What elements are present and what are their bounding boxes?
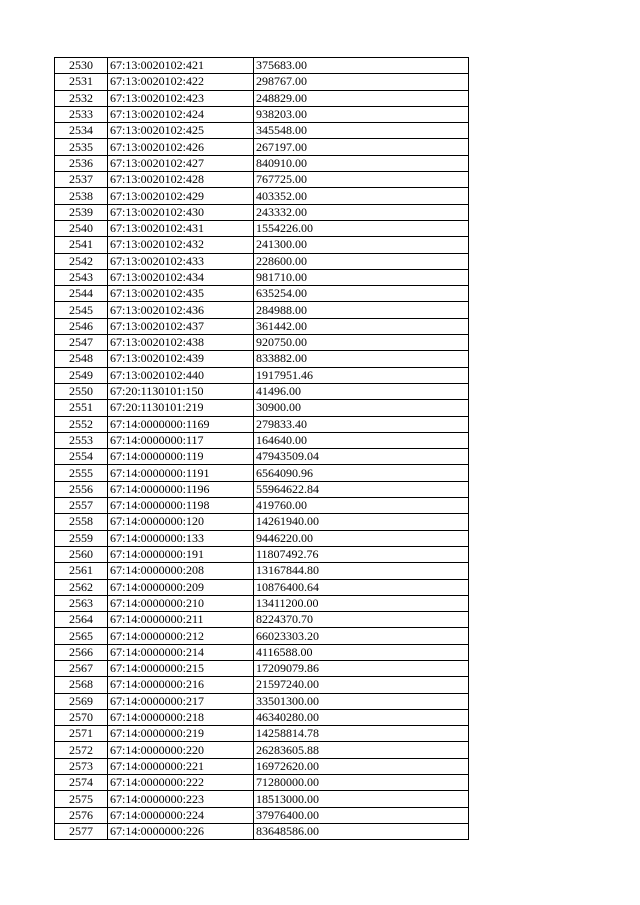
table-row <box>55 188 469 204</box>
cadastral-number-cell: 67:13:0020102:438 <box>108 335 254 351</box>
row-number-cell: 2573 <box>55 758 108 774</box>
row-number-cell: 2551 <box>55 400 108 416</box>
row-number-cell: 2532 <box>55 90 108 106</box>
table-row <box>55 269 469 285</box>
row-number-cell: 2553 <box>55 432 108 448</box>
table-row <box>55 155 469 171</box>
cadastral-value-cell: 4116588.00 <box>254 644 469 660</box>
cadastral-value-cell: 16972620.00 <box>254 758 469 774</box>
table-row <box>55 465 469 481</box>
row-number-cell: 2535 <box>55 139 108 155</box>
table-row <box>55 416 469 432</box>
cadastral-number-cell: 67:13:0020102:436 <box>108 302 254 318</box>
row-number-cell: 2569 <box>55 693 108 709</box>
cadastral-value-cell: 13167844.80 <box>254 563 469 579</box>
row-number-cell: 2536 <box>55 155 108 171</box>
cadastral-value-cell: 21597240.00 <box>254 677 469 693</box>
cadastral-value-cell: 66023303.20 <box>254 628 469 644</box>
cadastral-value-cell: 9446220.00 <box>254 530 469 546</box>
row-number-cell: 2544 <box>55 286 108 302</box>
table-row <box>55 726 469 742</box>
cadastral-value-cell: 345548.00 <box>254 123 469 139</box>
cadastral-value-cell: 920750.00 <box>254 335 469 351</box>
cadastral-value-cell: 248829.00 <box>254 90 469 106</box>
cadastral-number-cell: 67:13:0020102:428 <box>108 172 254 188</box>
cadastral-value-cell: 228600.00 <box>254 253 469 269</box>
cadastral-number-cell: 67:13:0020102:422 <box>108 74 254 90</box>
cadastral-value-cell: 267197.00 <box>254 139 469 155</box>
cadastral-number-cell: 67:14:0000000:223 <box>108 791 254 807</box>
cadastral-number-cell: 67:14:0000000:210 <box>108 595 254 611</box>
cadastral-number-cell: 67:14:0000000:211 <box>108 612 254 628</box>
table-row <box>55 58 469 74</box>
cadastral-number-cell: 67:13:0020102:434 <box>108 269 254 285</box>
cadastral-number-cell: 67:14:0000000:1198 <box>108 498 254 514</box>
cadastral-number-cell: 67:13:0020102:440 <box>108 367 254 383</box>
row-number-cell: 2555 <box>55 465 108 481</box>
cadastral-number-cell: 67:14:0000000:120 <box>108 514 254 530</box>
cadastral-number-cell: 67:13:0020102:432 <box>108 237 254 253</box>
row-number-cell: 2557 <box>55 498 108 514</box>
row-number-cell: 2566 <box>55 644 108 660</box>
table-row <box>55 220 469 236</box>
cadastral-value-cell: 55964622.84 <box>254 481 469 497</box>
row-number-cell: 2543 <box>55 269 108 285</box>
table-row <box>55 400 469 416</box>
cadastral-value-cell: 10876400.64 <box>254 579 469 595</box>
table-row <box>55 579 469 595</box>
cadastral-value-cell: 767725.00 <box>254 172 469 188</box>
cadastral-number-cell: 67:14:0000000:221 <box>108 758 254 774</box>
table-row <box>55 775 469 791</box>
row-number-cell: 2537 <box>55 172 108 188</box>
cadastral-number-cell: 67:13:0020102:437 <box>108 318 254 334</box>
cadastral-value-cell: 83648586.00 <box>254 823 469 839</box>
row-number-cell: 2562 <box>55 579 108 595</box>
row-number-cell: 2556 <box>55 481 108 497</box>
cadastral-number-cell: 67:14:0000000:208 <box>108 563 254 579</box>
table-row <box>55 286 469 302</box>
table-row <box>55 628 469 644</box>
cadastral-value-cell: 14261940.00 <box>254 514 469 530</box>
row-number-cell: 2565 <box>55 628 108 644</box>
cadastral-number-cell: 67:14:0000000:217 <box>108 693 254 709</box>
row-number-cell: 2534 <box>55 123 108 139</box>
cadastral-number-cell: 67:13:0020102:425 <box>108 123 254 139</box>
cadastral-value-cell: 840910.00 <box>254 155 469 171</box>
cadastral-number-cell: 67:14:0000000:224 <box>108 807 254 823</box>
cadastral-number-cell: 67:13:0020102:430 <box>108 204 254 220</box>
cadastral-value-cell: 403352.00 <box>254 188 469 204</box>
cadastral-value-cell: 1554226.00 <box>254 220 469 236</box>
table-body <box>55 58 469 840</box>
table-row <box>55 237 469 253</box>
row-number-cell: 2574 <box>55 775 108 791</box>
table-row <box>55 106 469 122</box>
row-number-cell: 2539 <box>55 204 108 220</box>
row-number-cell: 2558 <box>55 514 108 530</box>
row-number-cell: 2567 <box>55 660 108 676</box>
table-row <box>55 644 469 660</box>
cadastral-number-cell: 67:14:0000000:133 <box>108 530 254 546</box>
table-row <box>55 758 469 774</box>
table-row <box>55 302 469 318</box>
cadastral-value-cell: 14258814.78 <box>254 726 469 742</box>
cadastral-value-cell: 13411200.00 <box>254 595 469 611</box>
row-number-cell: 2538 <box>55 188 108 204</box>
row-number-cell: 2554 <box>55 449 108 465</box>
cadastral-value-cell: 284988.00 <box>254 302 469 318</box>
cadastral-value-cell: 6564090.96 <box>254 465 469 481</box>
cadastral-value-cell: 26283605.88 <box>254 742 469 758</box>
cadastral-number-cell: 67:14:0000000:1169 <box>108 416 254 432</box>
table-row <box>55 660 469 676</box>
cadastral-value-cell: 361442.00 <box>254 318 469 334</box>
table-row <box>55 612 469 628</box>
row-number-cell: 2561 <box>55 563 108 579</box>
row-number-cell: 2542 <box>55 253 108 269</box>
row-number-cell: 2568 <box>55 677 108 693</box>
table-row <box>55 742 469 758</box>
table-row <box>55 351 469 367</box>
table-row <box>55 432 469 448</box>
table-row <box>55 90 469 106</box>
cadastral-number-cell: 67:14:0000000:191 <box>108 546 254 562</box>
row-number-cell: 2533 <box>55 106 108 122</box>
cadastral-value-cell: 298767.00 <box>254 74 469 90</box>
cadastral-number-cell: 67:20:1130101:150 <box>108 383 254 399</box>
table-row <box>55 481 469 497</box>
row-number-cell: 2563 <box>55 595 108 611</box>
table-row <box>55 514 469 530</box>
cadastral-number-cell: 67:14:0000000:119 <box>108 449 254 465</box>
cadastral-value-cell: 30900.00 <box>254 400 469 416</box>
row-number-cell: 2546 <box>55 318 108 334</box>
cadastral-number-cell: 67:14:0000000:212 <box>108 628 254 644</box>
table-row <box>55 449 469 465</box>
cadastral-value-cell: 17209079.86 <box>254 660 469 676</box>
cadastral-value-cell: 981710.00 <box>254 269 469 285</box>
row-number-cell: 2531 <box>55 74 108 90</box>
row-number-cell: 2545 <box>55 302 108 318</box>
cadastral-number-cell: 67:14:0000000:117 <box>108 432 254 448</box>
table-row <box>55 530 469 546</box>
cadastral-value-cell: 243332.00 <box>254 204 469 220</box>
table-row <box>55 595 469 611</box>
cadastral-number-cell: 67:14:0000000:222 <box>108 775 254 791</box>
row-number-cell: 2576 <box>55 807 108 823</box>
table-row <box>55 791 469 807</box>
table-row <box>55 807 469 823</box>
table-row <box>55 498 469 514</box>
table-row <box>55 139 469 155</box>
row-number-cell: 2559 <box>55 530 108 546</box>
table-row <box>55 335 469 351</box>
cadastral-value-cell: 833882.00 <box>254 351 469 367</box>
cadastral-value-cell: 47943509.04 <box>254 449 469 465</box>
cadastral-number-cell: 67:14:0000000:226 <box>108 823 254 839</box>
cadastral-number-cell: 67:14:0000000:216 <box>108 677 254 693</box>
row-number-cell: 2547 <box>55 335 108 351</box>
cadastral-number-cell: 67:14:0000000:219 <box>108 726 254 742</box>
cadastral-number-cell: 67:14:0000000:1191 <box>108 465 254 481</box>
cadastral-number-cell: 67:13:0020102:435 <box>108 286 254 302</box>
cadastral-value-cell: 1917951.46 <box>254 367 469 383</box>
cadastral-value-cell: 241300.00 <box>254 237 469 253</box>
row-number-cell: 2560 <box>55 546 108 562</box>
cadastral-number-cell: 67:13:0020102:429 <box>108 188 254 204</box>
cadastral-number-cell: 67:14:0000000:214 <box>108 644 254 660</box>
table-row <box>55 383 469 399</box>
row-number-cell: 2530 <box>55 58 108 74</box>
cadastral-value-cell: 37976400.00 <box>254 807 469 823</box>
cadastral-number-cell: 67:13:0020102:424 <box>108 106 254 122</box>
cadastral-value-cell: 11807492.76 <box>254 546 469 562</box>
cadastral-value-table <box>54 57 469 840</box>
row-number-cell: 2550 <box>55 383 108 399</box>
cadastral-value-cell: 375683.00 <box>254 58 469 74</box>
table-row <box>55 563 469 579</box>
row-number-cell: 2552 <box>55 416 108 432</box>
cadastral-value-cell: 46340280.00 <box>254 709 469 725</box>
cadastral-value-cell: 33501300.00 <box>254 693 469 709</box>
table-row <box>55 367 469 383</box>
row-number-cell: 2571 <box>55 726 108 742</box>
cadastral-number-cell: 67:20:1130101:219 <box>108 400 254 416</box>
cadastral-number-cell: 67:14:0000000:209 <box>108 579 254 595</box>
row-number-cell: 2572 <box>55 742 108 758</box>
cadastral-value-cell: 18513000.00 <box>254 791 469 807</box>
table-row <box>55 172 469 188</box>
row-number-cell: 2575 <box>55 791 108 807</box>
cadastral-value-cell: 164640.00 <box>254 432 469 448</box>
table-row <box>55 546 469 562</box>
table-row <box>55 318 469 334</box>
cadastral-value-cell: 41496.00 <box>254 383 469 399</box>
cadastral-number-cell: 67:13:0020102:421 <box>108 58 254 74</box>
table-row <box>55 709 469 725</box>
cadastral-value-cell: 635254.00 <box>254 286 469 302</box>
cadastral-value-cell: 419760.00 <box>254 498 469 514</box>
cadastral-number-cell: 67:14:0000000:1196 <box>108 481 254 497</box>
table-row <box>55 823 469 839</box>
table-row <box>55 253 469 269</box>
row-number-cell: 2577 <box>55 823 108 839</box>
cadastral-number-cell: 67:13:0020102:431 <box>108 220 254 236</box>
cadastral-number-cell: 67:13:0020102:427 <box>108 155 254 171</box>
table-row <box>55 74 469 90</box>
table-row <box>55 693 469 709</box>
row-number-cell: 2570 <box>55 709 108 725</box>
cadastral-value-cell: 279833.40 <box>254 416 469 432</box>
table-row <box>55 677 469 693</box>
cadastral-number-cell: 67:14:0000000:218 <box>108 709 254 725</box>
row-number-cell: 2548 <box>55 351 108 367</box>
row-number-cell: 2549 <box>55 367 108 383</box>
row-number-cell: 2541 <box>55 237 108 253</box>
row-number-cell: 2540 <box>55 220 108 236</box>
cadastral-number-cell: 67:14:0000000:220 <box>108 742 254 758</box>
cadastral-value-cell: 938203.00 <box>254 106 469 122</box>
row-number-cell: 2564 <box>55 612 108 628</box>
cadastral-number-cell: 67:13:0020102:439 <box>108 351 254 367</box>
table-row <box>55 204 469 220</box>
cadastral-number-cell: 67:13:0020102:426 <box>108 139 254 155</box>
cadastral-number-cell: 67:13:0020102:433 <box>108 253 254 269</box>
cadastral-number-cell: 67:14:0000000:215 <box>108 660 254 676</box>
table-row <box>55 123 469 139</box>
cadastral-value-cell: 71280000.00 <box>254 775 469 791</box>
cadastral-value-cell: 8224370.70 <box>254 612 469 628</box>
cadastral-number-cell: 67:13:0020102:423 <box>108 90 254 106</box>
